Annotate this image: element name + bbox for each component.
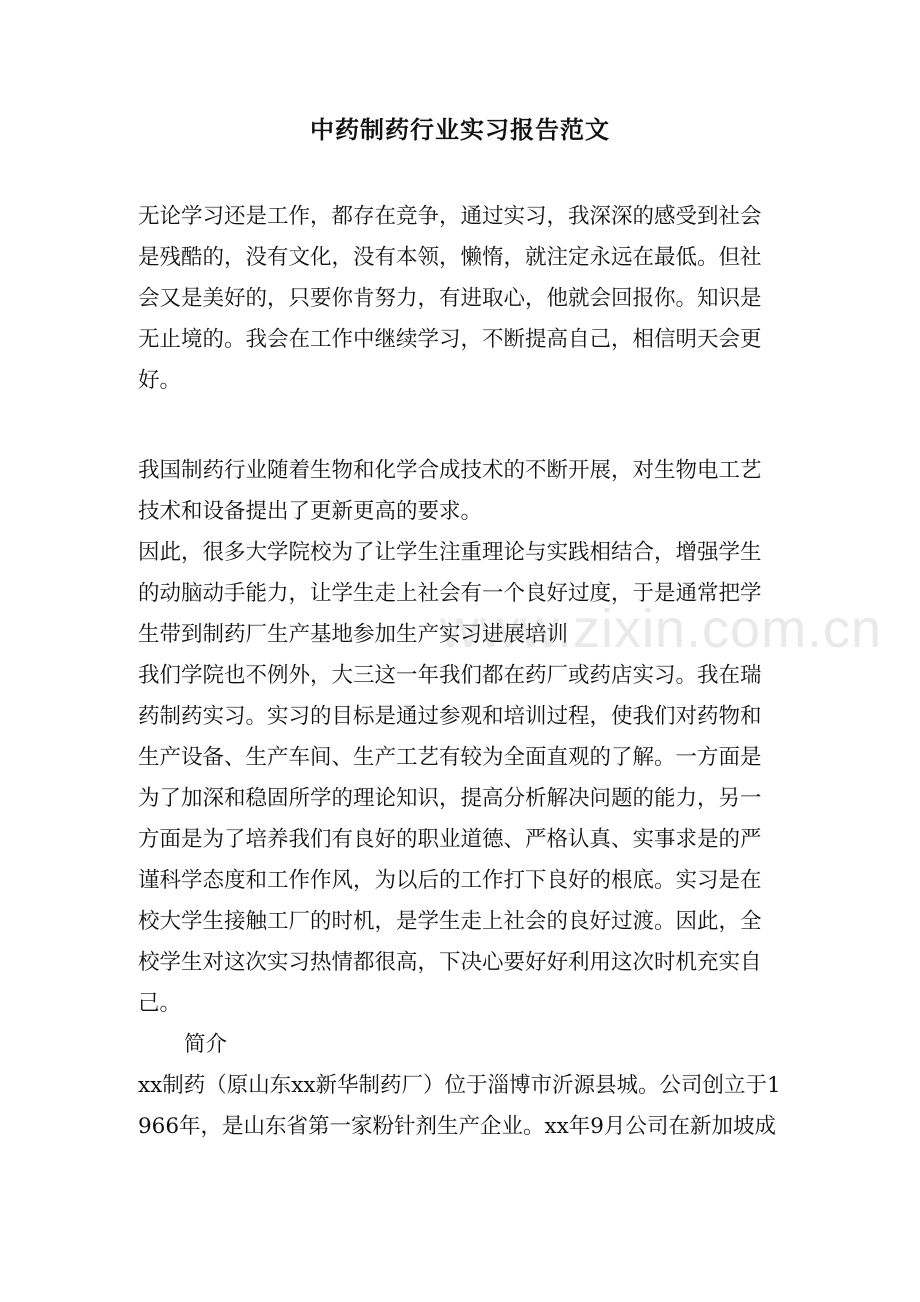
text-line: xx制药（原山东xx新华制药厂）位于淄博市沂源县城。公司创立于1 [138, 1073, 781, 1098]
text-line: 方面是为了培养我们有良好的职业道德、严格认真、实事求是的严 [138, 827, 762, 852]
paragraph-intro [138, 196, 778, 401]
text-line: 为了加深和稳固所学的理论知识，提高分析解决问题的能力，另一 [138, 786, 762, 811]
watermark: www.zixin.com.cn [440, 599, 883, 659]
text-line: 药制药实习。实习的目标是通过参观和培训过程，使我们对药物和 [138, 704, 762, 729]
text-line: 是残酷的，没有文化，没有本领，懒惰，就注定永远在最低。但社 [138, 245, 762, 270]
text-line: 技术和设备提出了更新更高的要求。 [138, 499, 483, 524]
text-line: 我国制药行业随着生物和化学合成技术的不断开展，对生物电工艺 [138, 458, 762, 483]
text-line: 好。 [138, 368, 182, 393]
text-line: 校大学生接触工厂的时机，是学生走上社会的良好过渡。因此，全 [138, 909, 762, 934]
text-line: 生带到制药厂生产基地参加生产实习进展培训 [138, 622, 569, 647]
text-line: 会又是美好的，只要你肯努力，有进取心，他就会回报你。知识是 [138, 286, 762, 311]
text-line: 的动脑动手能力，让学生走上社会有一个良好过度，于是通常把学 [138, 581, 762, 606]
text-line: 生产设备、生产车间、生产工艺有较为全面直观的了解。一方面是 [138, 745, 762, 770]
paragraph-main [138, 450, 781, 1147]
text-line: 我们学院也不例外，大三这一年我们都在药厂或药店实习。我在瑞 [138, 663, 762, 688]
text-line: 因此，很多大学院校为了让学生注重理论与实践相结合，增强学生 [138, 540, 762, 565]
text-line: 校学生对这次实习热情都很高，下决心要好好利用这次时机充实自 [138, 950, 762, 975]
document-title: 中药制药行业实习报告范文 [310, 115, 610, 144]
text-line: 无止境的。我会在工作中继续学习，不断提高自己，相信明天会更 [138, 327, 762, 352]
text-line: 无论学习还是工作，都存在竞争，通过实习，我深深的感受到社会 [138, 204, 762, 229]
text-line: 己。 [138, 991, 182, 1016]
section-heading: 简介 [184, 1032, 228, 1057]
text-line: 966年，是山东省第一家粉针剂生产企业。xx年9月公司在新加坡成 [138, 1114, 776, 1139]
text-line: 谨科学态度和工作作风，为以后的工作打下良好的根底。实习是在 [138, 868, 762, 893]
